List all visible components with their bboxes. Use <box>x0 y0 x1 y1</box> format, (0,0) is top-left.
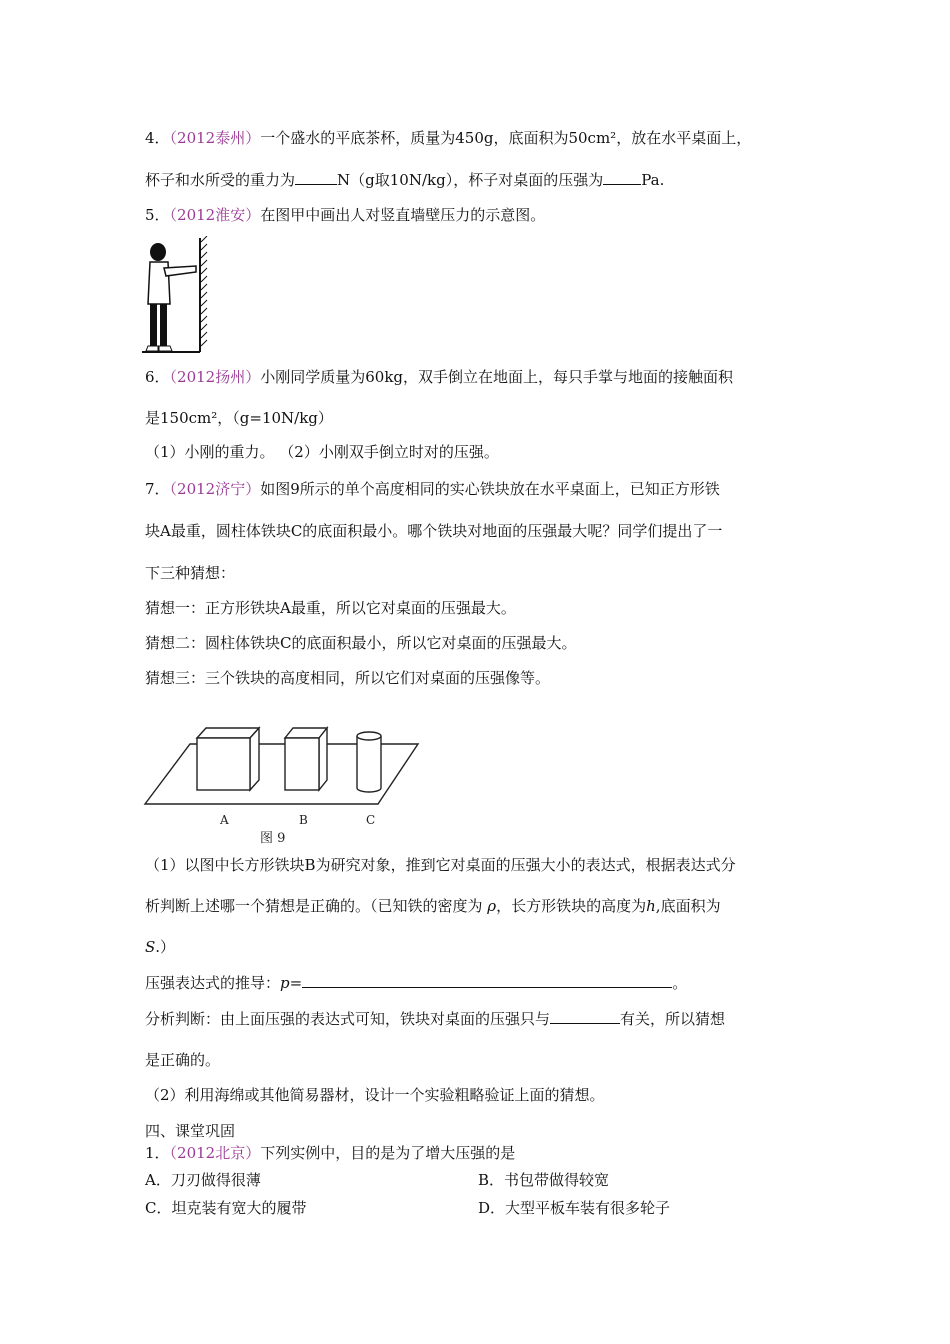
label-b: B <box>299 813 308 827</box>
source-tag: （2012济宁） <box>169 480 261 498</box>
guess-3: 猜想三：三个铁块的高度相同，所以它们对桌面的压强像等。 <box>145 669 551 687</box>
question-text: 有关，所以猜想 <box>620 1010 726 1028</box>
q7-part1-line3 <box>145 937 175 957</box>
q5-line1 <box>145 205 545 225</box>
label-c: C <box>366 813 376 827</box>
question-number: 7． <box>145 480 170 498</box>
q7-analysis-line1 <box>145 1009 725 1029</box>
question-text: N（g取10N/kg），杯子对桌面的压强为 <box>337 171 604 189</box>
q7-part1-line2 <box>145 896 721 916</box>
label-a: A <box>220 813 229 827</box>
q6-line1 <box>145 367 733 387</box>
question-text: 下列实例中，目的是为了增大压强的是 <box>260 1144 516 1162</box>
question-text: 分析判断：由上面压强的表达式可知，铁块对桌面的压强只与 <box>145 1010 551 1028</box>
q6-line2: 是150cm²，（g=10N/kg） <box>145 409 333 427</box>
question-text: 在图甲中画出人对竖直墙壁压力的示意图。 <box>260 206 546 224</box>
h-symbol: h <box>646 897 656 915</box>
q7-part2: （2）利用海绵或其他简易器材，设计一个实验粗略验证上面的猜想。 <box>145 1086 605 1104</box>
s4-q1-line <box>145 1143 515 1163</box>
q7-line2: 块A最重，圆柱体铁块C的底面积最小。哪个铁块对地面的压强最大呢？同学们提出了一 <box>145 522 723 540</box>
figure-caption: 图 9 <box>260 831 286 846</box>
answer-blank[interactable] <box>603 170 641 185</box>
question-text: 一个盛水的平底茶杯，质量为450g，底面积为50cm²，放在水平桌面上， <box>260 129 752 147</box>
s-symbol: S <box>145 938 156 956</box>
option-b[interactable]: B．书包带做得较宽 <box>478 1171 610 1189</box>
q4-line2 <box>145 170 664 190</box>
section-title: 四、课堂巩固 <box>145 1122 236 1140</box>
option-d[interactable]: D．大型平板车装有很多轮子 <box>478 1199 671 1217</box>
figure-9-iron-blocks <box>142 724 424 848</box>
question-text: ,底面积为 <box>655 897 721 915</box>
question-number: 1． <box>145 1144 170 1162</box>
q7-line1 <box>145 479 720 499</box>
source-tag: （2012泰州） <box>169 129 261 147</box>
q7-part1-line1: （1）以图中长方形铁块B为研究对象，推到它对桌面的压强大小的表达式，根据表达式分 <box>145 856 736 874</box>
rho-symbol: ρ <box>487 897 497 915</box>
p-equals: p= <box>280 974 303 992</box>
question-text: 如图9所示的单个高度相同的实心铁块放在水平桌面上，已知正方形铁 <box>260 480 720 498</box>
q7-line3: 下三种猜想： <box>145 564 236 582</box>
question-text: Pa. <box>641 171 665 189</box>
source-tag: （2012淮安） <box>169 206 261 224</box>
question-text: .） <box>155 938 176 956</box>
q7-analysis-line2: 是正确的。 <box>145 1051 221 1069</box>
q6-line3: （1）小刚的重力。 （2）小刚双手倒立时对的压强。 <box>145 443 499 461</box>
guess-2: 猜想二：圆柱体铁块C的底面积最小，所以它对桌面的压强最大。 <box>145 634 577 652</box>
question-text: 析判断上述哪一个猜想是正确的。（已知铁的密度为 <box>145 897 488 915</box>
block-c <box>357 732 381 792</box>
derive-label: 压强表达式的推导： <box>145 974 281 992</box>
answer-blank[interactable] <box>295 170 337 185</box>
block-b <box>285 728 327 790</box>
block-a <box>197 728 259 790</box>
question-text: 小刚同学质量为60kg，双手倒立在地面上，每只手掌与地面的接触面积 <box>260 368 734 386</box>
question-number: 5． <box>145 206 170 224</box>
analysis-blank[interactable] <box>550 1009 620 1024</box>
q7-derive-line <box>145 973 687 993</box>
question-text: 。 <box>672 974 688 992</box>
person-pushing-wall-figure <box>140 236 210 356</box>
derivation-blank[interactable] <box>302 973 672 988</box>
source-tag: （2012扬州） <box>169 368 261 386</box>
question-number: 6． <box>145 368 170 386</box>
option-a[interactable]: A．刀刃做得很薄 <box>145 1171 261 1189</box>
q4-line1 <box>145 128 751 148</box>
option-c[interactable]: C．坦克装有宽大的履带 <box>145 1199 307 1217</box>
guess-1: 猜想一：正方形铁块A最重，所以它对桌面的压强最大。 <box>145 599 516 617</box>
question-text: 杯子和水所受的重力为 <box>145 171 296 189</box>
question-text: ，长方形铁块的高度为 <box>496 897 647 915</box>
question-number: 4． <box>145 129 170 147</box>
source-tag: （2012北京） <box>169 1144 261 1162</box>
